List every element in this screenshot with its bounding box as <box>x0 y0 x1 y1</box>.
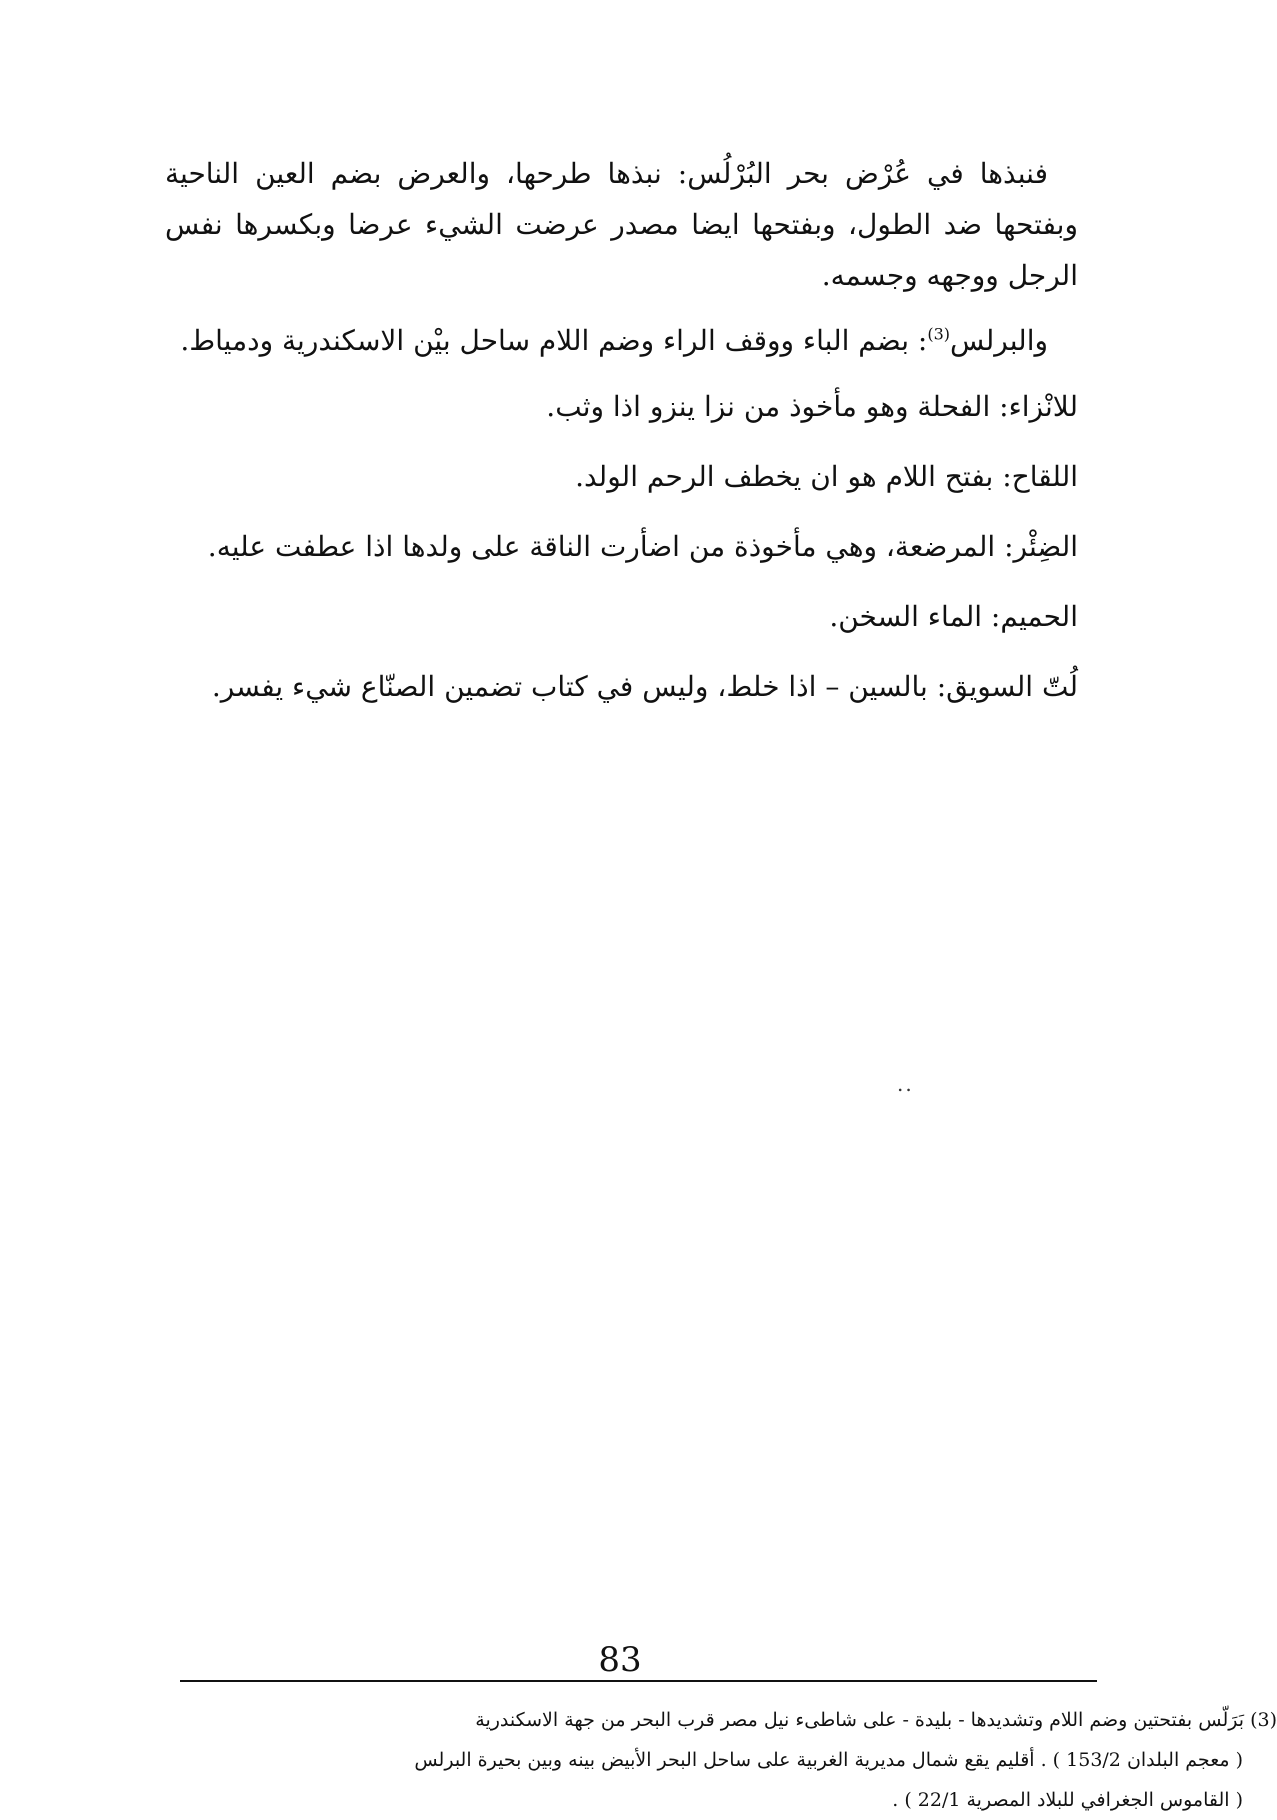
footnote-line: ( القاموس الجغرافي للبلاد المصرية 22/1 ) . <box>892 1789 1243 1811</box>
footnote-reference[interactable]: (3) <box>927 324 951 344</box>
body-text <box>165 148 1078 722</box>
footnote-line <box>360 1700 1277 1740</box>
glossary-entry: لُتّ السويق: بالسين – اذا خلط، وليس في كتاب تضمين الصنّاع شيء يفسر. <box>211 670 1078 703</box>
footnote-number: (3) <box>1250 1709 1277 1731</box>
glossary-entry: الحميم: الماء السخن. <box>829 600 1078 633</box>
paragraph-2-text: : بضم الباء ووقف الراء وضم اللام ساحل بيْن الاسكندرية ودمياط. <box>180 324 928 357</box>
footnote-3 <box>360 1700 1277 1820</box>
glossary-entries <box>165 372 1078 722</box>
footnote-separator <box>180 1680 1097 1682</box>
paragraph-2-term: والبرلس <box>950 324 1048 357</box>
page-number: 83 <box>598 1640 642 1680</box>
paragraph-2 <box>165 315 1078 366</box>
paragraph-1: فنبذها في عُرْض بحر البُرْلُس: نبذها طرحها، والعرض بضم العين الناحية وبفتحها ضد الطول، وبفتحها ايضا مصدر عرضت الشيء عرضا وبكسرها نفس الرجل ووجهه وجسمه. <box>165 157 1078 292</box>
footnote-line-text: بَرَلّس بفتحتين وضم اللام وتشديدها - بليدة - على شاطىء نيل مصر قرب البحر من جهة الاسكندرية <box>475 1709 1245 1731</box>
stray-mark: .. <box>897 1072 914 1096</box>
footnote-line: ( معجم البلدان 153/2 ) . أقليم يقع شمال مديرية الغربية على ساحل البحر الأبيض بينه وبين بحيرة البرلس <box>414 1749 1243 1771</box>
glossary-entry: اللقاح: بفتح اللام هو ان يخطف الرحم الولد. <box>575 460 1078 493</box>
glossary-entry: للانْزاء: الفحلة وهو مأخوذ من نزا ينزو اذا وثب. <box>546 390 1078 423</box>
glossary-entry: الضِئْر: المرضعة، وهي مأخوذة من اضأرت الناقة على ولدها اذا عطفت عليه. <box>207 530 1078 563</box>
